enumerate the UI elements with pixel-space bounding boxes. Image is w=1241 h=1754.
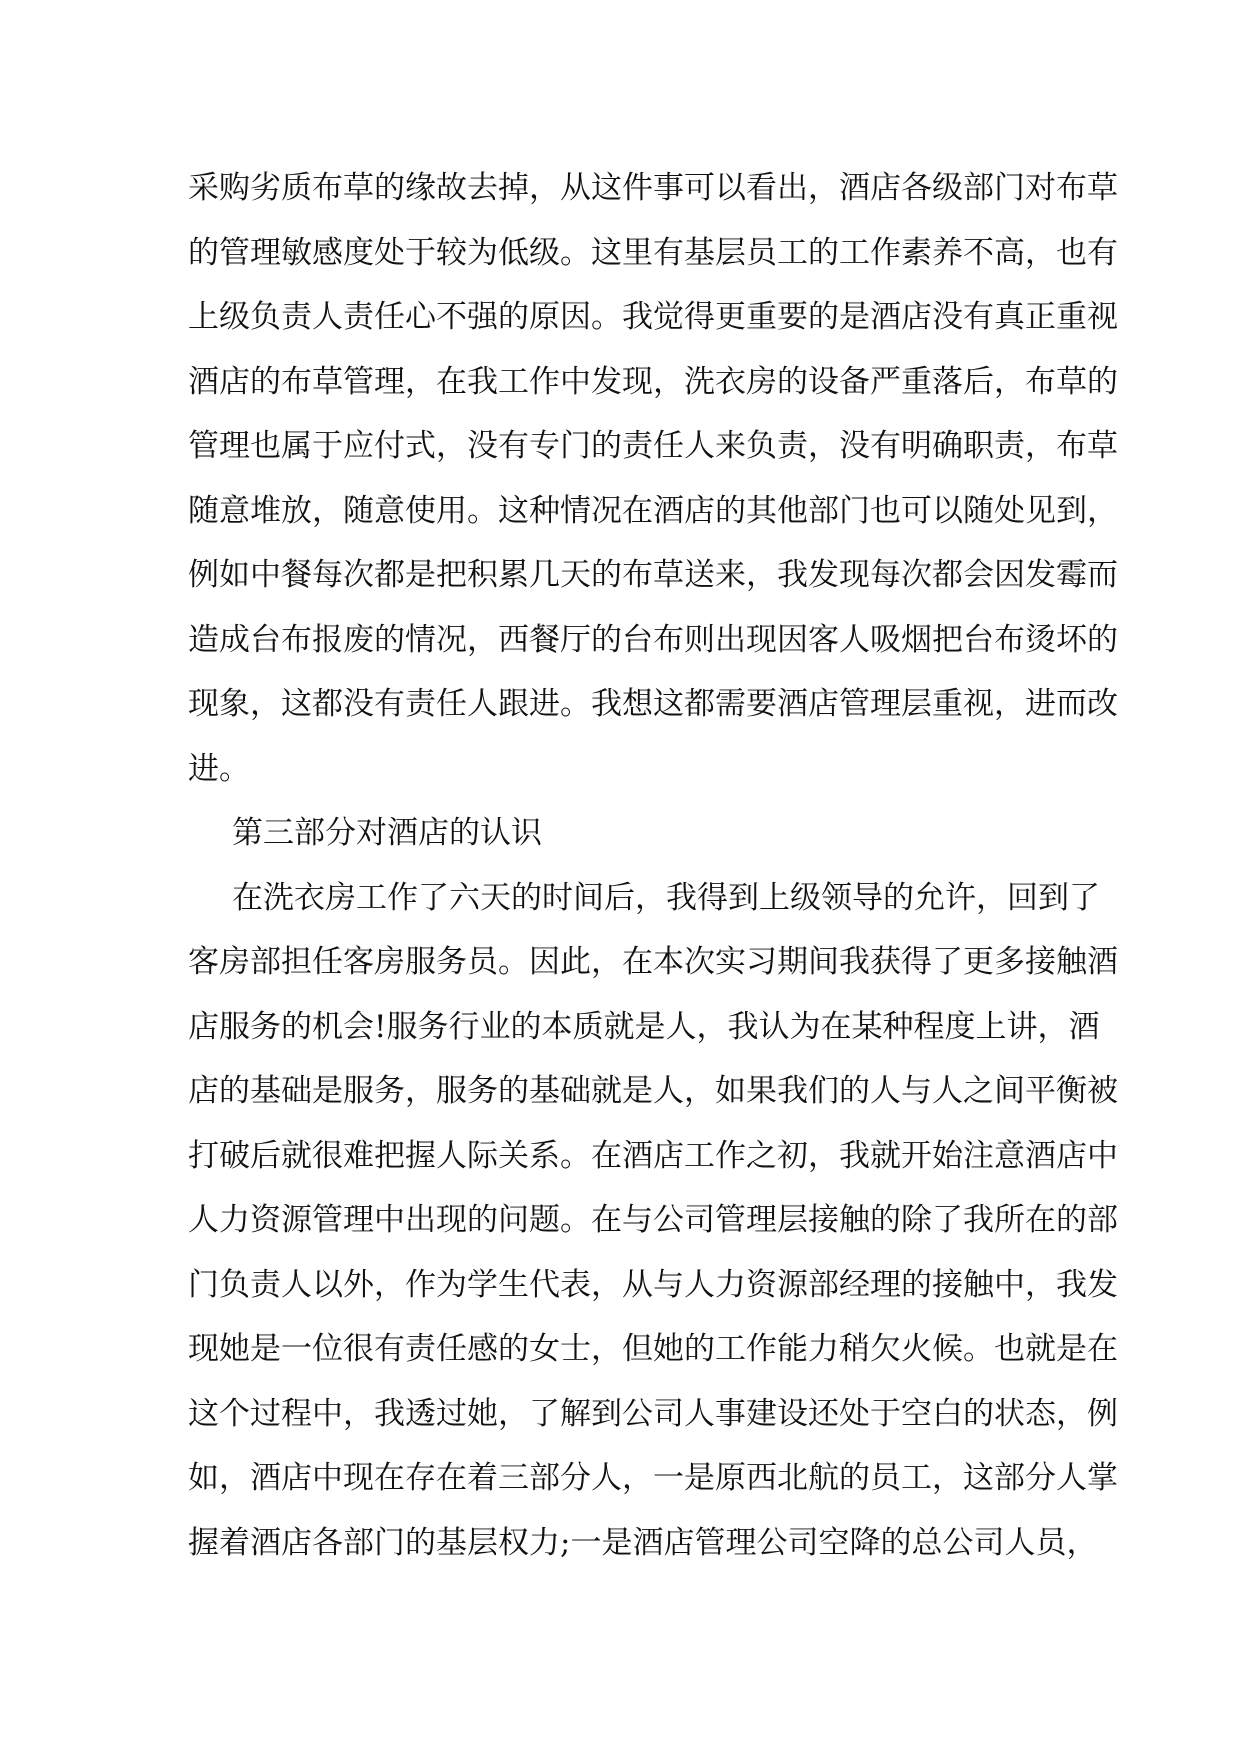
text-line: 打破后就很难把握人际关系。在酒店工作之初，我就开始注意酒店中 xyxy=(188,1137,1118,1174)
text-line: 店的基础是服务，服务的基础就是人，如果我们的人与人之间平衡被 xyxy=(188,1073,1118,1109)
text-line: 随意堆放，随意使用。这种情况在酒店的其他部门也可以随处见到， xyxy=(188,492,1118,529)
text-line: 这个过程中，我透过她，了解到公司人事建设还处于空白的状态，例 xyxy=(188,1395,1118,1432)
text-line: 在洗衣房工作了六天的时间后，我得到上级领导的允许，回到了 xyxy=(232,879,1100,916)
text-line: 现她是一位很有责任感的女士，但她的工作能力稍欠火候。也就是在 xyxy=(188,1331,1118,1367)
body-text xyxy=(188,156,1118,1575)
text-line: 现象，这都没有责任人跟进。我想这都需要酒店管理层重视，进而改 xyxy=(188,686,1118,722)
section-heading: 第三部分对酒店的认识 xyxy=(232,815,542,851)
text-line: 门负责人以外，作为学生代表，从与人力资源部经理的接触中，我发 xyxy=(188,1266,1118,1303)
text-line: 客房部担任客房服务员。因此，在本次实习期间我获得了更多接触酒 xyxy=(188,944,1118,980)
text-line: 上级负责人责任心不强的原因。我觉得更重要的是酒店没有真正重视 xyxy=(188,299,1118,335)
text-line: 店服务的机会!服务行业的本质就是人，我认为在某种程度上讲，酒 xyxy=(188,1008,1100,1045)
text-line: 采购劣质布草的缘故去掉，从这件事可以看出，酒店各级部门对布草 xyxy=(188,170,1118,206)
text-line: 造成台布报废的情况，西餐厅的台布则出现因客人吸烟把台布烫坏的 xyxy=(188,621,1118,658)
text-line: 如，酒店中现在存在着三部分人，一是原西北航的员工，这部分人掌 xyxy=(188,1460,1118,1496)
text-line: 进。 xyxy=(188,750,250,787)
text-line: 的管理敏感度处于较为低级。这里有基层员工的工作素养不高，也有 xyxy=(188,234,1118,271)
text-line: 酒店的布草管理，在我工作中发现，洗衣房的设备严重落后，布草的 xyxy=(188,363,1118,400)
text-line: 人力资源管理中出现的问题。在与公司管理层接触的除了我所在的部 xyxy=(188,1202,1118,1238)
text-line: 例如中餐每次都是把积累几天的布草送来，我发现每次都会因发霉而 xyxy=(188,557,1118,593)
text-line: 管理也属于应付式，没有专门的责任人来负责，没有明确职责，布草 xyxy=(188,428,1118,464)
text-line: 握着酒店各部门的基层权力;一是酒店管理公司空降的总公司人员， xyxy=(188,1524,1098,1561)
